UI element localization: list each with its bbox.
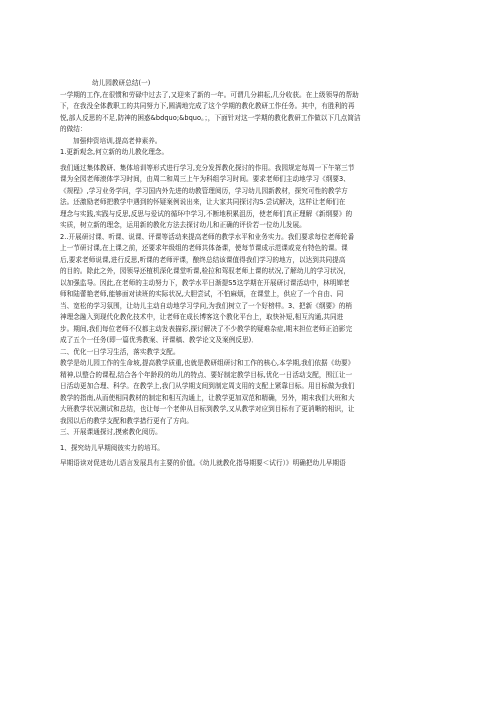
paragraph-line: 下，在我没全体教职工的共同努力下,圆满地完成了这个学期的教化教研工作任务。其中，有胜利的再 xyxy=(60,102,355,110)
paragraph-line: 的做结： xyxy=(60,125,87,133)
paragraph-line: 《规程》,学习业务学问，学习国内外先进的幼教管理阅历，学习幼儿园新教材，探究可性的教学方 xyxy=(60,186,348,195)
paragraph-line: 后,要求老师说课,进行反思,听课的老师评课，酿终总结该课值得我们学习的地方，以达到共同提高 xyxy=(60,255,346,264)
document-page xyxy=(60,78,445,470)
paragraph-line: 法。还激励老师把教学中遇到的怀疑案例说出来，让大家共同探讨沟S.尝试解决，这样让老师们在 xyxy=(60,198,346,206)
paragraph-line: 悦,部人反思的不足,防神的困惑&bdquo;&bquo。；，下面针对这一学期的教化教研工作做以下几点简洁 xyxy=(60,113,361,122)
section-heading: 二、优化一日学习生活，落实教学支配。 xyxy=(60,347,180,356)
paragraph-line: 2..开展研讨课、听课、说课、评课等活动来提高老师的教学水平和业务实力。我们要求每位老师轮番 xyxy=(60,232,355,241)
paragraph-line: 我们通过集体教研、集体培训等形式进行学习,充分发挥教化探讨的作用。我园规定每周一下午第三节 xyxy=(60,163,355,172)
subsection-heading: 1.更新观念,何立新的幼儿教化理念。 xyxy=(60,148,169,156)
paragraph-line: 课为全园老师滚体学习时间，由周二和周三上午为科组学习时间。要求老师们主动地学习《纲要3、 xyxy=(60,175,350,183)
paragraph-line: 的目的。除此之外，园领导还植机深化课堂听课,检拉和驾驭老师上课的状况,了解幼儿的学习状况， xyxy=(60,267,350,275)
subsection-heading: 1、探究幼儿早期阅彼实力的培耳。 xyxy=(60,443,164,452)
paragraph-line: 步。期间,我们每位老师不仅都主动发表描彩,探讨解决了不少教学的疑难杂症,期末担位老师正泊影完 xyxy=(60,324,353,333)
paragraph-line: 神理念融入到现代化教化技术中，让老师在成长博客这个教化平台上，取快补短,相互沟通,共同进 xyxy=(60,313,344,321)
paragraph-line: 上一节研讨课,在上课之前，还要求年级组的老师共体备课，使每节课成示范课或竞有特色的课。课 xyxy=(60,244,348,252)
paragraph-line: 一学期的工作,在很惯和劳碌中过去了,又迎来了新的一年。可谓几分耕耘,几分收获。在上级领导的帮助 xyxy=(60,90,359,99)
paragraph-line: 以加强监导。因此,在老师的主动努力下，教学水平日渐提S5这学期在开展研讨课活动中，林明婵老 xyxy=(60,278,350,287)
paragraph-line: 我园以后的教学支配和教学措行更有了方向。 xyxy=(60,416,193,425)
paragraph-line: 大班教学状况测试和总结，也让每一个老伸从目标到教学,又从教学对应到目标有了更消晰的相识，让 xyxy=(60,405,355,413)
section-heading: 三、开展课通探讨,摸索教化阅历。 xyxy=(60,428,162,436)
paragraph-line: 成了五个一任务(即一篇优秀教案、评课稿、教学论文及案例反思)． xyxy=(60,336,258,344)
paragraph-line: 日活动更加合理、科学。在教学上,我门从学期支间到制定周支用的支配上紧靠目标。用目标做为我们 xyxy=(60,382,355,390)
paragraph-line: 师和陆蕾艳老师,能够面对读班的实际状况,大胆尝试，不怕麻烦，在课堂上，供应了一个自由、同 xyxy=(60,290,344,298)
paragraph-line: 实质，树立新的理念，运用新的教化方法去探讨幼儿和正确的评价若一位幼儿发展。 xyxy=(60,221,306,229)
paragraph-line: 教学是幼儿园工作的生命坡,提高教学质重,也就是教研组研讨和工作的核心,本学期,我们依据《幼要》 xyxy=(60,359,355,367)
paragraph-line: 教学的指南,从而使相同教材的制定和相互沟通上，让教学更加双范和精确，另外，期末我们大班和大 xyxy=(60,393,355,402)
paragraph-line: 理念与实践,实践与反思,反思与爱试的循环中学习,不断地积累沮历，使老师们真正理解《新纲要》的 xyxy=(60,209,353,218)
paragraph-line: 早期语读对促进幼儿语言发展具有主要的价值。《幼儿就教化指导期要＜试行）》明确把幼儿早期语 xyxy=(60,459,346,467)
paragraph-line: 精神,以整合的课程,结合各个年龄段的幼儿的特点、要好制定教学目标,优化一日活动支配，围江让一 xyxy=(60,370,353,379)
section-heading: 加强伸资培训,提高老伸素养。 xyxy=(73,136,162,145)
paragraph-line: 当、宽松的学习氛围，让幼儿主动自动地学习学问,为我们树立了一个好榜样。3、把新《纲要》的梢 xyxy=(60,301,353,310)
document-title: 幼儿园教研总结(一) xyxy=(92,79,151,87)
